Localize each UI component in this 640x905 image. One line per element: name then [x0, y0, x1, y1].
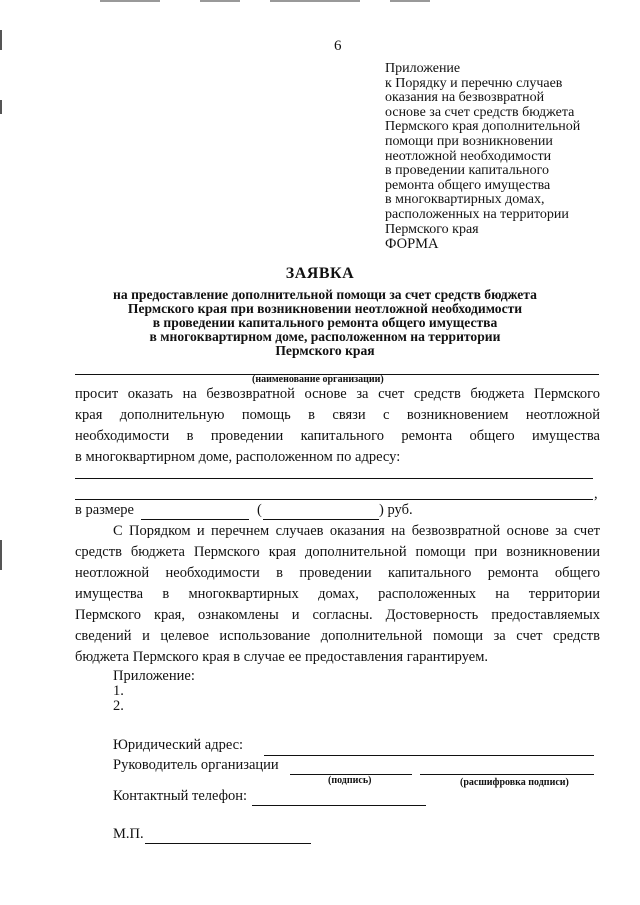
form-label: ФОРМА: [385, 236, 439, 252]
head-label: Руководитель организации: [113, 757, 279, 773]
paragraph-line: в многоквартирном доме, расположенном по адресу:: [75, 449, 401, 465]
scan-artifact: [0, 100, 2, 114]
organization-caption: (наименование организации): [252, 374, 384, 385]
scan-artifact: [0, 30, 2, 50]
request-paragraph: [75, 384, 600, 468]
amount-number-field[interactable]: [141, 519, 249, 520]
appendix-line: Пермского края: [385, 221, 479, 237]
document-title: ЗАЯВКА: [285, 265, 355, 282]
address-field-line-2[interactable]: [75, 499, 593, 500]
appendix-line: неотложной необходимости: [385, 148, 552, 164]
subtitle-line: Пермского края: [275, 343, 375, 358]
paragraph-line: необходимости в проведении капитального ремонта общего имущества: [75, 428, 600, 444]
appendix-line: помощи при возникновении: [385, 133, 553, 149]
page-number: 6: [334, 38, 342, 54]
appendix-line: расположенных на территории: [385, 206, 569, 222]
amount-suffix: ) руб.: [379, 502, 413, 518]
amount-open-paren: (: [257, 502, 262, 518]
stamp-field[interactable]: [145, 843, 311, 844]
paragraph-line: имущества в многоквартирных домах, расположенных на территории: [75, 586, 600, 602]
subtitle-line: в проведении капитального ремонта общего имущества: [152, 315, 498, 330]
subtitle-line: на предоставление дополнительной помощи за счет средств бюджета: [113, 287, 537, 302]
paragraph-line: края дополнительную помощь в связи с возникновением неотложной: [75, 407, 600, 423]
attachments-label: Приложение:: [113, 668, 195, 684]
address-field-line-1[interactable]: [75, 478, 593, 479]
agreement-paragraph: [75, 521, 600, 668]
appendix-line: к Порядку и перечню случаев: [385, 75, 563, 91]
attachment-item: 2.: [113, 698, 124, 714]
subtitle-line: Пермского края при возникновении неотложной необходимости: [127, 301, 523, 316]
stamp-label: М.П.: [113, 826, 144, 842]
scan-artifact: [270, 0, 360, 2]
scan-artifact: [0, 540, 2, 570]
paragraph-line: неотложной необходимости в проведении капитального ремонта общего: [75, 565, 600, 581]
attachment-item: 1.: [113, 683, 124, 699]
paragraph-line: С Порядком и перечнем случаев оказания на безвозвратной основе за счет: [113, 523, 600, 539]
appendix-line: Приложение: [385, 61, 461, 76]
appendix-note: [385, 62, 580, 237]
signature-caption: (подпись): [328, 775, 372, 786]
paragraph-line: средств бюджета Пермского края дополнительной помощи при возникновении: [75, 544, 600, 560]
scan-artifact: [200, 0, 240, 2]
appendix-line: основе за счет средств бюджета: [385, 104, 575, 120]
appendix-line: в многоквартирных домах,: [385, 192, 545, 208]
paragraph-line: сведений и целевое использование дополнительной помощи за счет средств: [75, 628, 600, 644]
signature-decode-caption: (расшифровка подписи): [460, 777, 569, 788]
scan-artifact: [390, 0, 430, 2]
legal-address-field[interactable]: [264, 755, 594, 756]
paragraph-line: бюджета Пермского края в случае ее предоставления гарантируем.: [75, 649, 489, 665]
document-subtitle: [60, 288, 590, 358]
address-comma: ,: [594, 486, 598, 502]
legal-address-label: Юридический адрес:: [113, 737, 244, 753]
amount-prefix: в размере: [75, 502, 134, 518]
appendix-line: в проведении капитального: [385, 163, 549, 179]
appendix-line: Пермского края дополнительной: [385, 119, 581, 135]
paragraph-line: просит оказать на безвозвратной основе за счет средств бюджета Пермского: [75, 386, 600, 402]
phone-field[interactable]: [252, 805, 426, 806]
paragraph-line: Пермского края, ознакомлены и согласны. Достоверность предоставляемых: [75, 607, 600, 623]
amount-words-field[interactable]: [263, 519, 379, 520]
subtitle-line: в многоквартирном доме, расположенном на территории: [149, 329, 501, 344]
phone-label: Контактный телефон:: [113, 788, 248, 804]
scan-artifact: [100, 0, 160, 2]
signature-decode-field[interactable]: [420, 774, 594, 775]
appendix-line: ремонта общего имущества: [385, 177, 551, 193]
appendix-line: оказания на безвозвратной: [385, 90, 545, 106]
